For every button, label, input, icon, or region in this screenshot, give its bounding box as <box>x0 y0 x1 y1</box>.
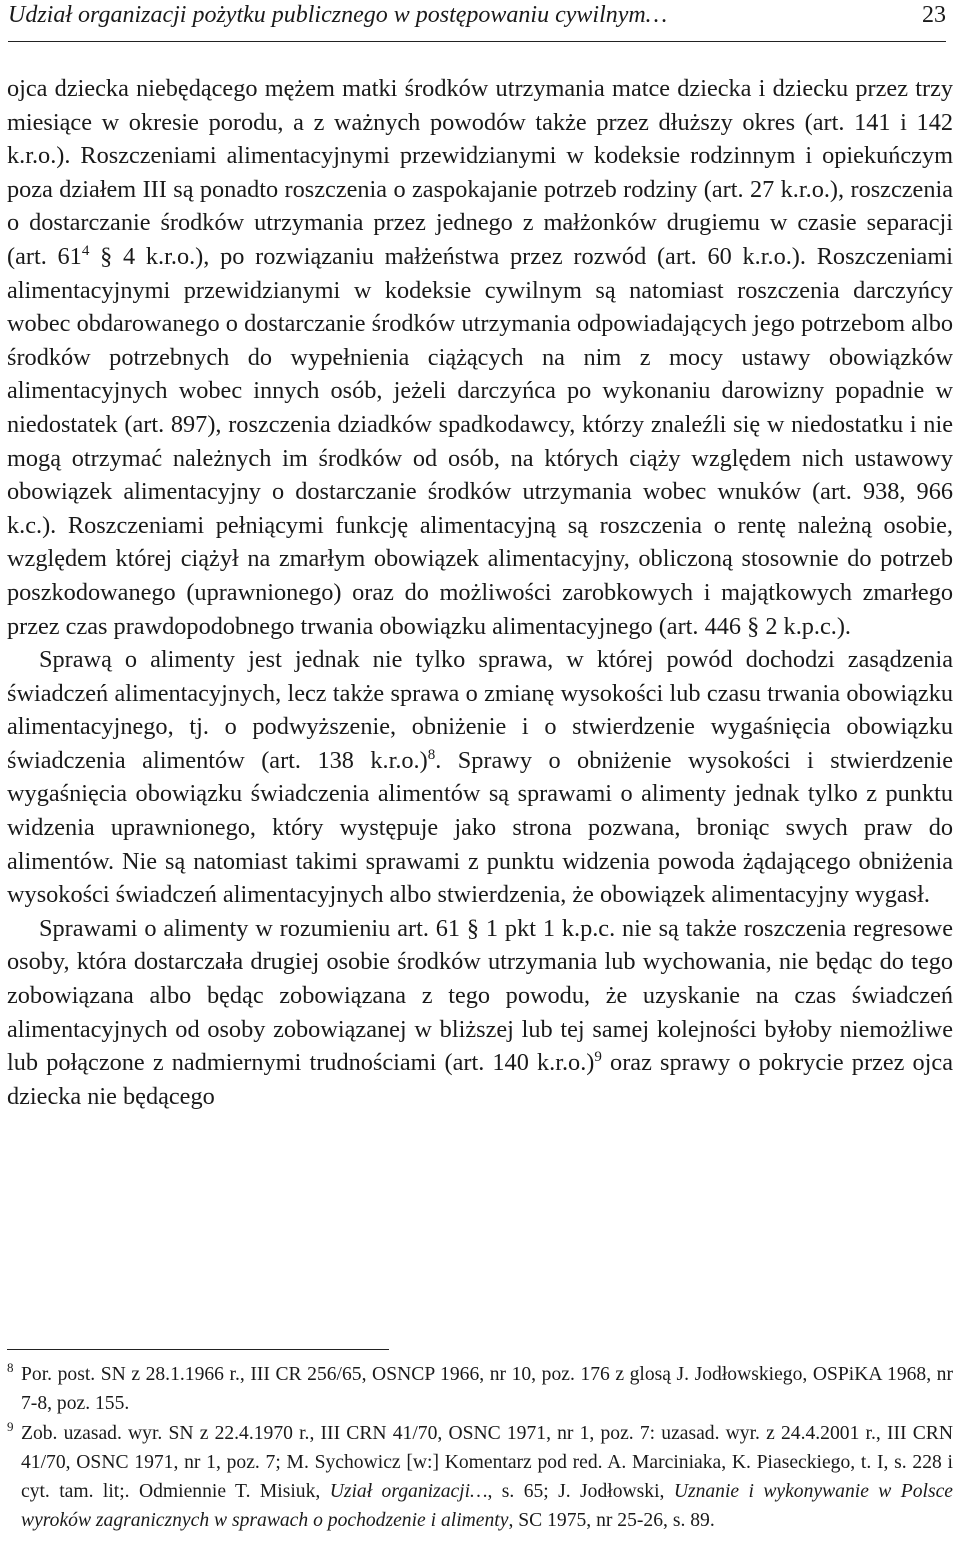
footnote-text: Por. post. SN z 28.1.1966 r., III CR 256/65, OSNCP 1966, nr 10, poz. 176 z glosą J. Jodłowskiego, OSPiKA 1968, nr 7-8, poz. 155. <box>21 1364 953 1415</box>
footnote-rule <box>7 1349 389 1350</box>
paragraph-text: . Sprawy o obniżenie wysokości i stwierdzenie wygaśnięcia obowiązku świadczenia alimentów są sprawami o alimenty jednak tylko z punktu widzenia uprawnionego, który występuje jako strona pozwana, broniąc swych praw do alimentów. Nie są natomiast takimi sprawami z punktu widzenia powoda żądającego obniżenia wysokości świadczeń alimentacyjnych albo stwierdzenia, że obowiązek alimentacyjny wygasł. <box>7 746 953 909</box>
paragraph-text: § 4 k.r.o.), po rozwiązaniu małżeństwa przez rozwód (art. 60 k.r.o.). Roszczeniami alimentacyjnymi przewidzianymi w kodeksie cywilnym są natomiast roszczenia darczyńcy wobec obdarowanego o dostarczanie środków utrzymania odpowiadających jego potrzebom albo środków potrzebnych do wypełnienia ciążących na nim z mocy ustawy obowiązków alimentacyjnych wobec innych osób, jeżeli darczyńca po wykonaniu darowizny popadnie w niedostatek (art. 897), roszczenia dziadków spadkodawcy, którzy znaleźli się w niedostatku i nie mogą otrzymać należnych im środków od osób, na których ciąży względem nich ustawowy obowiązek alimentacyjny o dostarczanie środków utrzymania wobec wnuków (art. 938, 966 k.c.). Roszczeniami pełniącymi funkcję alimentacyjną są roszczenia o rentę należną osobie, względem której ciążył na zmarłym obowiązek alimentacyjny, obliczoną stosownie do potrzeb poszkodowanego (uprawnionego) oraz do możliwości zarobkowych i majątkowych zmarłego przez czas prawdopodobnego trwania obowiązku alimentacyjnego (art. 446 § 2 k.p.c.). <box>7 242 953 640</box>
running-title: Udział organizacji pożytku publicznego w postępowaniu cywilnym… <box>8 2 668 28</box>
footnote-text: , SC 1975, nr 25-26, s. 89. <box>508 1510 715 1532</box>
footnote-number: 8 <box>7 1360 14 1375</box>
superscript: 4 <box>81 242 90 259</box>
page-number: 23 <box>922 2 946 28</box>
header-rule <box>8 41 946 42</box>
footnote <box>7 1360 953 1419</box>
footnote-ref[interactable]: 8 <box>427 746 436 763</box>
paragraph-text: oraz sprawy o pokrycie przez ojca dziecka nie będącego <box>7 1049 953 1110</box>
footnotes <box>7 1360 953 1536</box>
paragraph <box>7 72 953 643</box>
paragraph-text: ojca dziecka niebędącego mężem matki środków utrzymania matce dziecka i dziecku przez trzy miesiące w okresie porodu, a z ważnych powodów także przez dłuższy okres (art. 141 i 142 k.r.o.). Roszczeniami alimentacyjnymi przewidzianymi w kodeksie rodzinnym i opiekuńczym poza działem III są ponadto roszczenia o zaspokajanie potrzeb rodziny (art. 27 k.r.o.), roszczenia o dostarczanie środków utrzymania przez jednego z małżonków drugiemu w czasie separacji (art. 61 <box>7 75 953 270</box>
paragraph-text: Sprawami o alimenty w rozumieniu art. 61 § 1 pkt 1 k.p.c. nie są także roszczenia regresowe osoby, która dostarczała drugiej osobie środków utrzymania lub wychowania, nie będąc do tego zobowiązana albo będąc zobowiązana z tego powodu, że uzyskanie na czas świadczeń alimentacyjnych od osoby zobowiązanej w bliższej lub tej samej kolejności byłoby niemożliwe lub połączone z nadmiernymi trudnościami (art. 140 k.r.o.) <box>7 914 953 1077</box>
footnote-ref[interactable]: 9 <box>594 1049 602 1066</box>
footnote-text: , s. 65; J. Jodłowski, <box>487 1481 674 1503</box>
footnote-text: Zob. uzasad. wyr. SN z 22.4.1970 r., III CRN 41/70, OSNC 1971, nr 1, poz. 7: uzasad. wyr. z 24.4.2001 r., III CRN 41/70, OSNC 1971, nr 1, poz. 7; M. Sychowicz [w:] Komentarz pod red. A. Marciniaka, K. Piaseckiego, t. I, s. 228 i cyt. tam. lit;. Odmiennie T. Misiuk, <box>21 1422 953 1503</box>
footnote-italic: Uział organizacji… <box>329 1481 488 1503</box>
footnote-italic: Uznanie i wykonywanie w Polsce wyroków zagranicznych w sprawach o pochodzenie i alimenty <box>21 1481 953 1532</box>
paragraph <box>7 643 953 912</box>
running-header <box>8 0 946 44</box>
footnote-number: 9 <box>7 1418 14 1434</box>
paragraph <box>7 912 953 1114</box>
paragraph-text: Sprawą o alimenty jest jednak nie tylko sprawa, w której powód dochodzi zasądzenia świadczeń alimentacyjnych, lecz także sprawa o zmianę wysokości lub czasu trwania obowiązku alimentacyjnego, tj. o podwyższenie, obniżenie i o stwierdzenie wygaśnięcia obowiązku świadczenia alimentów (art. 138 k.r.o.) <box>7 646 953 774</box>
main-text <box>7 72 953 1113</box>
footnote <box>7 1419 953 1536</box>
